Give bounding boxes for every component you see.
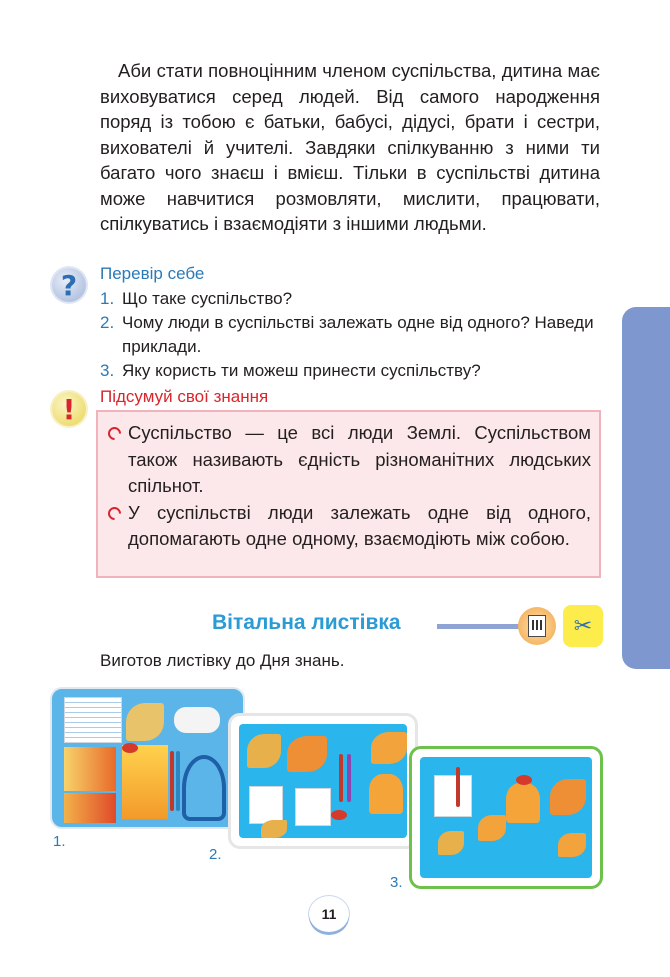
qr-code-icon xyxy=(518,607,556,645)
title-divider xyxy=(437,624,525,629)
summary-item xyxy=(106,500,591,553)
bullet-icon xyxy=(105,504,123,522)
summary-text: Суспільство — це всі люди Землі. Суспільством також називають єдність різноманітних людських спільнот. xyxy=(128,422,591,496)
question-item xyxy=(100,359,610,383)
side-tab xyxy=(622,307,670,669)
task-text: Виготов листівку до Дня знань. xyxy=(100,651,345,670)
question-item xyxy=(100,287,610,311)
photo-finished-card xyxy=(409,746,603,889)
questions-list xyxy=(100,287,610,383)
bullet-icon xyxy=(105,424,123,442)
photo-label: 2. xyxy=(209,846,222,863)
photo-label: 1. xyxy=(53,833,66,850)
question-text: Чому люди в суспільстві залежать одне від одного? Наведи приклади. xyxy=(122,313,594,356)
question-item xyxy=(100,311,610,359)
question-number: 2. xyxy=(100,313,115,332)
question-number: 3. xyxy=(100,361,115,380)
exclamation-icon: ! xyxy=(52,392,86,426)
page-number: 11 xyxy=(309,896,349,932)
photo-materials xyxy=(50,687,245,829)
photo-label: 3. xyxy=(390,874,403,891)
summary-heading: Підсумуй свої знання xyxy=(100,387,269,406)
summary-box xyxy=(96,410,601,578)
scissors-glue-icon: ✂ xyxy=(563,605,603,647)
section-title: Вітальна листівка xyxy=(212,611,401,634)
question-number: 1. xyxy=(100,289,115,308)
question-icon: ? xyxy=(52,268,86,302)
summary-text: У суспільстві люди залежать одне від одного, допомагають одне одному, взаємодіють між собою. xyxy=(128,501,591,549)
intro-paragraph: Аби стати повноцінним членом суспільства, дитина має виховуватися серед людей. Від самого народження поряд із тобою є батьки, бабусі, дідусі, брати і сестри, вихователі й учителі. Завдяки спілкуванню з ними ти багато чого знаєш і вмієш. Тільки в суспільстві дитина може навчитися розмовляти, мислити, працювати, спілкуватись і взаємодіяти з іншими людьми. xyxy=(100,60,600,234)
photo-arrangement xyxy=(228,713,418,849)
question-text: Яку користь ти можеш принести суспільству? xyxy=(122,361,481,380)
check-yourself-heading: Перевір себе xyxy=(100,264,205,283)
summary-item xyxy=(106,420,591,500)
question-text: Що таке суспільство? xyxy=(122,289,293,308)
